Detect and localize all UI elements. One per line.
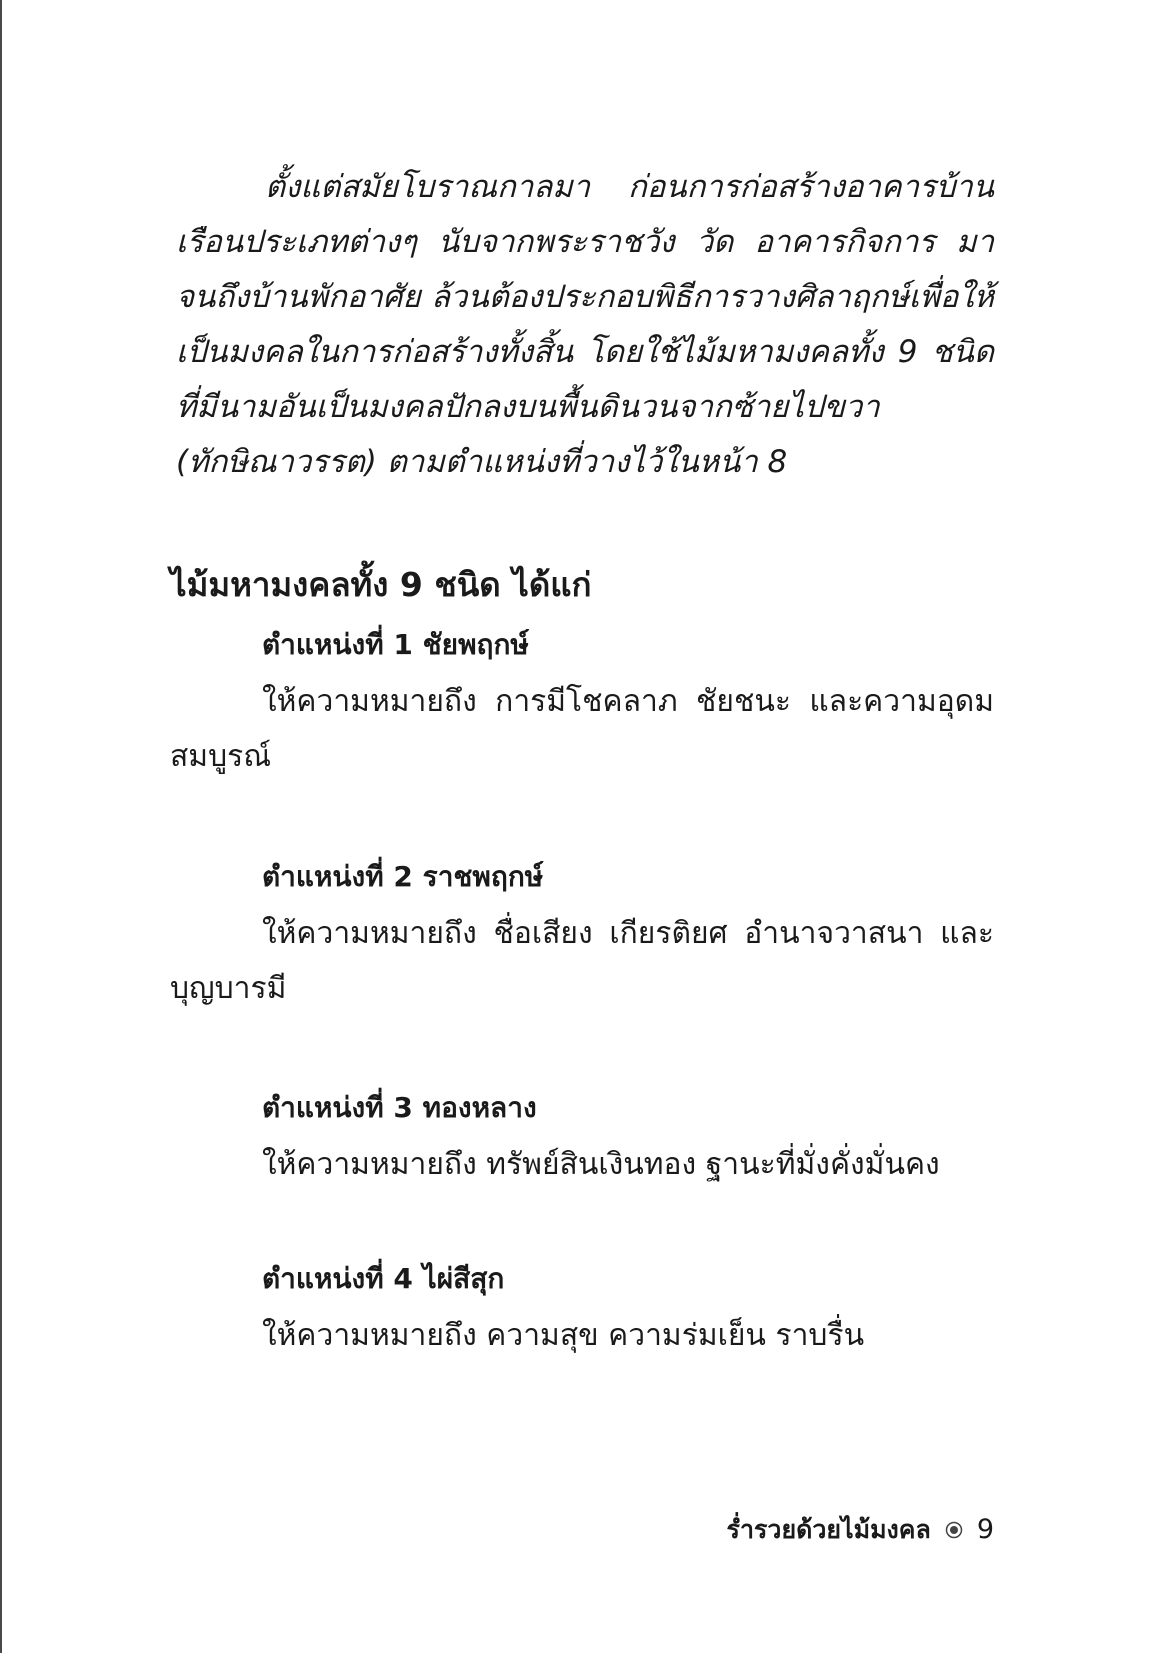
tree-position-item [170,1083,994,1192]
circled-dot-icon [945,1521,963,1539]
tree-position-description: ให้ความหมายถึง การมีโชคลาภ ชัยชนะ และความอุดมสมบูรณ์ [170,684,994,774]
tree-position-title: ตำแหน่งที่ 4 ไผ่สีสุก [262,1262,505,1295]
tree-position-description: ให้ความหมายถึง ทรัพย์สินเงินทอง ฐานะที่มั่งคั่งมั่นคง [262,1147,940,1182]
tree-position-item [170,1254,994,1363]
page-edge-line [0,0,2,1653]
tree-position-description: ให้ความหมายถึง ความสุข ความร่มเย็น ราบรื่น [262,1318,865,1353]
section-heading: ไม้มหามงคลทั้ง 9 ชนิด ได้แก่ [170,565,592,604]
tree-position-item [170,620,994,784]
tree-position-title: ตำแหน่งที่ 3 ทองหลาง [262,1091,537,1124]
page-footer [727,1513,994,1547]
tree-position-item [170,852,994,1016]
tree-position-description: ให้ความหมายถึง ชื่อเสียง เกียรติยศ อำนาจวาสนา และบุญบารมี [170,916,994,1006]
tree-position-title: ตำแหน่งที่ 1 ชัยพฤกษ์ [262,628,529,661]
book-title: ร่ำรวยด้วยไม้มงคล [726,1515,931,1544]
intro-paragraph: ตั้งแต่สมัยโบราณกาลมา ก่อนการก่อสร้างอาคารบ้านเรือนประเภทต่างๆ นับจากพระราชวัง วัด อาคารกิจการ มาจนถึงบ้านพักอาศัย ล้วนต้องประกอบพิธีการวางศิลาฤกษ์เพื่อให้เป็นมงคลในการก่อสร้างทั้งสิ้น โดยใช้ไม้มหามงคลทั้ง 9 ชนิด ที่มีนามอันเป็นมงคลปักลงบนพื้นดินวนจากซ้ายไปขวา (ทักษิณาวรรต) ตามตำแหน่งที่วางไว้ในหน้า 8 [176,169,994,480]
page-number: 9 [976,1514,994,1545]
tree-position-title: ตำแหน่งที่ 2 ราชพฤกษ์ [262,860,544,893]
